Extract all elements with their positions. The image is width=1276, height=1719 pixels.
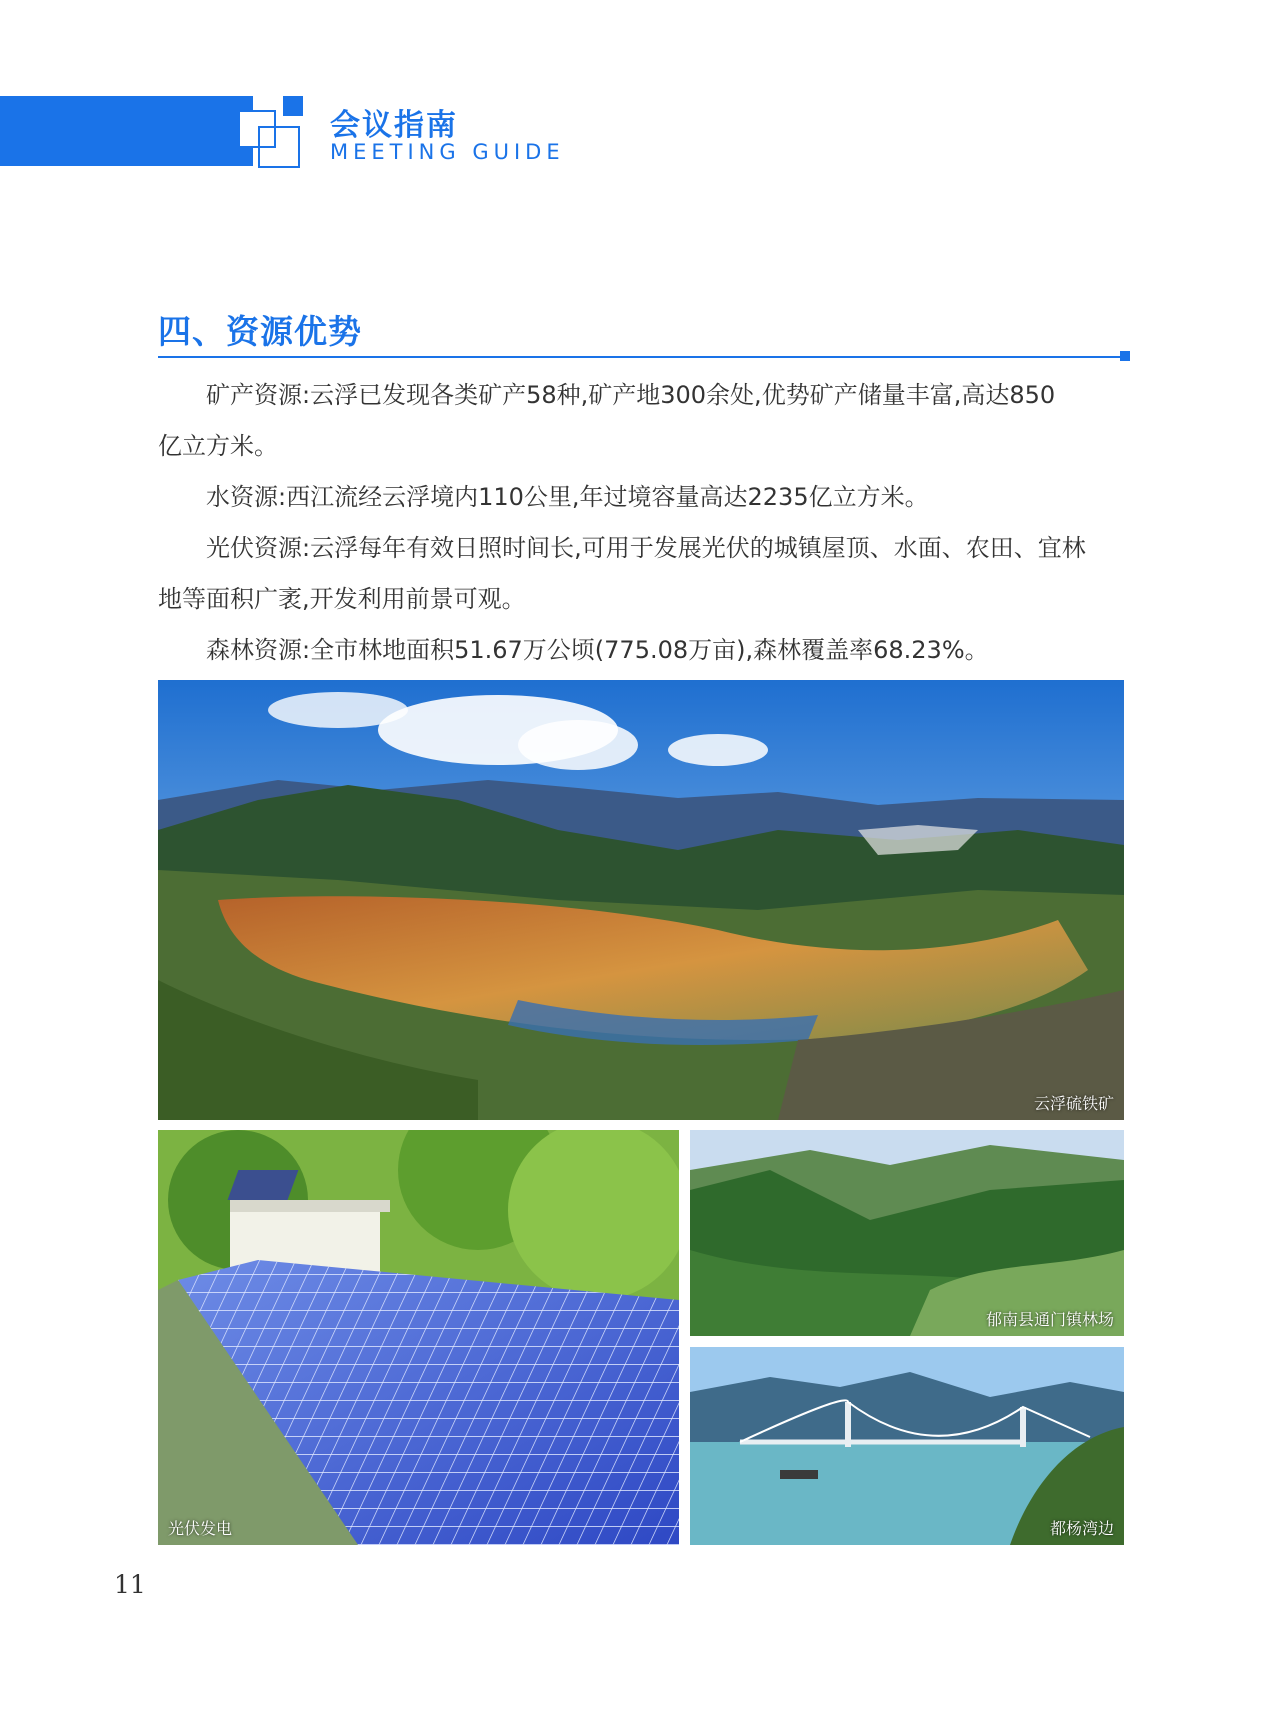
paragraph-minerals [158, 370, 1128, 472]
photo-solar [158, 1130, 679, 1545]
section-title: 四、资源优势 [158, 312, 362, 351]
photo-mine-caption: 云浮硫铁矿 [1033, 1094, 1114, 1113]
paragraph-solar-line2: 地等面积广袤,开发利用前景可观。 [158, 585, 526, 613]
photo-solar-caption: 光伏发电 [168, 1519, 233, 1538]
header-bar [0, 96, 253, 166]
paragraph-water [158, 472, 1128, 523]
logo-mark [236, 96, 306, 168]
title-divider [158, 356, 1123, 358]
paragraph-minerals-line1: 矿产资源:云浮已发现各类矿产58种,矿产地300余处,优势矿产储量丰富,高达850 [206, 381, 1056, 409]
photo-river-caption: 都杨湾边 [1049, 1519, 1114, 1538]
header-title-cn: 会议指南 [330, 108, 458, 143]
paragraph-solar-line1: 光伏资源:云浮每年有效日照时间长,可用于发展光伏的城镇屋顶、水面、农田、宜林 [206, 534, 1086, 562]
paragraph-forest-line1: 森林资源:全市林地面积51.67万公顷(775.08万亩),森林覆盖率68.23%。 [206, 636, 989, 664]
paragraph-water-line1: 水资源:西江流经云浮境内110公里,年过境容量高达2235亿立方米。 [206, 483, 929, 511]
title-divider-dot [1120, 351, 1130, 361]
paragraph-solar [158, 523, 1128, 625]
photo-forest-caption: 郁南县通门镇林场 [985, 1310, 1114, 1329]
paragraph-forest [158, 625, 1128, 676]
photo-mine [158, 680, 1124, 1120]
page-number: 11 [114, 1570, 146, 1599]
photo-forest [690, 1130, 1124, 1336]
photo-river [690, 1347, 1124, 1545]
header-title-en: MEETING GUIDE [330, 140, 565, 164]
paragraph-minerals-line2: 亿立方米。 [158, 432, 278, 460]
